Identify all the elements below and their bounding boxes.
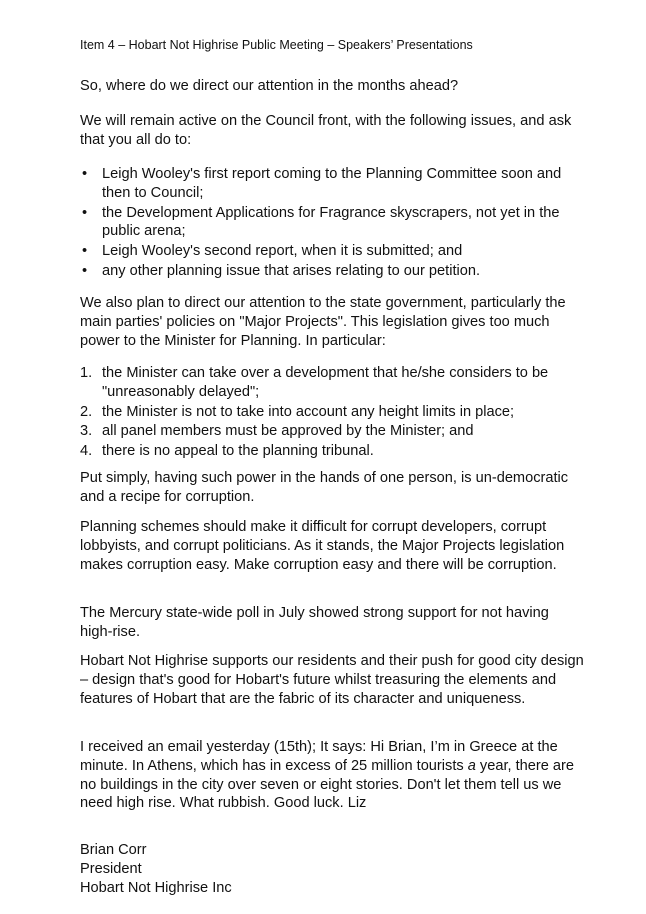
number-mark: 2. (80, 403, 93, 420)
bullet-mark: • (82, 262, 88, 279)
major-projects-list (80, 364, 585, 462)
list-item: • the Development Applications for Fragrance skyscrapers, not yet in the public arena; (82, 204, 560, 240)
list-item: • Leigh Wooley's second report, when it is submitted; and (82, 243, 463, 260)
list-item: • Leigh Wooley's first report coming to the Planning Committee soon and then to Council; (82, 166, 562, 201)
council-issues-list (80, 165, 585, 282)
bullet-mark: • (82, 243, 88, 260)
signature-title: President (80, 861, 142, 877)
paragraph-intro: So, where do we direct our attention in the months ahead? (80, 78, 459, 94)
list-item: 1. the Minister can take over a development that he/she considers to be "unreasonably delayed"; (80, 365, 549, 400)
paragraph-planning-schemes: Planning schemes should make it difficult for corrupt developers, corrupt lobbyists, and corrupt politicians. As it stands, the Major Projects legislation makes corruption easy. Make corruption easy and there will be corruption. (80, 519, 565, 573)
paragraph-email: I received an email yesterday (15th); It says: Hi Brian, I’m in Greece at the minute. In Athens, which has in excess of 25 million tourists a year, there are no buildings in the city over seven or eight stories. Don't let them tell us we need high rise. What rubbish. Good luck. Liz (80, 739, 575, 812)
number-mark: 4. (80, 443, 93, 460)
list-item: • any other planning issue that arises relating to our petition. (82, 262, 481, 279)
list-item: 4. there is no appeal to the planning tribunal. (80, 443, 374, 460)
paragraph-council: We will remain active on the Council front, with the following issues, and ask that you all do to: (80, 113, 572, 148)
paragraph-mercury-poll: The Mercury state-wide poll in July showed strong support for not having high-rise. (80, 605, 549, 640)
bullet-mark: • (82, 204, 88, 221)
paragraph-hobart-not-highrise: Hobart Not Highrise supports our residents and their push for good city design – design that's good for Hobart's future whilst treasuring the elements and features of Hobart that are the fabric of its character and uniqueness. (80, 653, 584, 707)
list-item: 2. the Minister is not to take into account any height limits in place; (80, 403, 515, 420)
signature-block (80, 841, 232, 898)
signature-organization: Hobart Not Highrise Inc (80, 880, 232, 896)
signature-name: Brian Corr (80, 842, 147, 858)
page-header: Item 4 – Hobart Not Highrise Public Meeting – Speakers’ Presentations (80, 38, 473, 52)
paragraph-state-government: We also plan to direct our attention to the state government, particularly the main parties' policies on "Major Projects". This legislation gives too much power to the Minister for Planning. In particular: (80, 295, 566, 349)
list-item: 3. all panel members must be approved by the Minister; and (80, 423, 474, 440)
number-mark: 3. (80, 423, 93, 440)
paragraph-corruption-risk: Put simply, having such power in the hands of one person, is un-democratic and a recipe for corruption. (80, 470, 569, 505)
bullet-mark: • (82, 166, 88, 182)
number-mark: 1. (80, 365, 93, 381)
